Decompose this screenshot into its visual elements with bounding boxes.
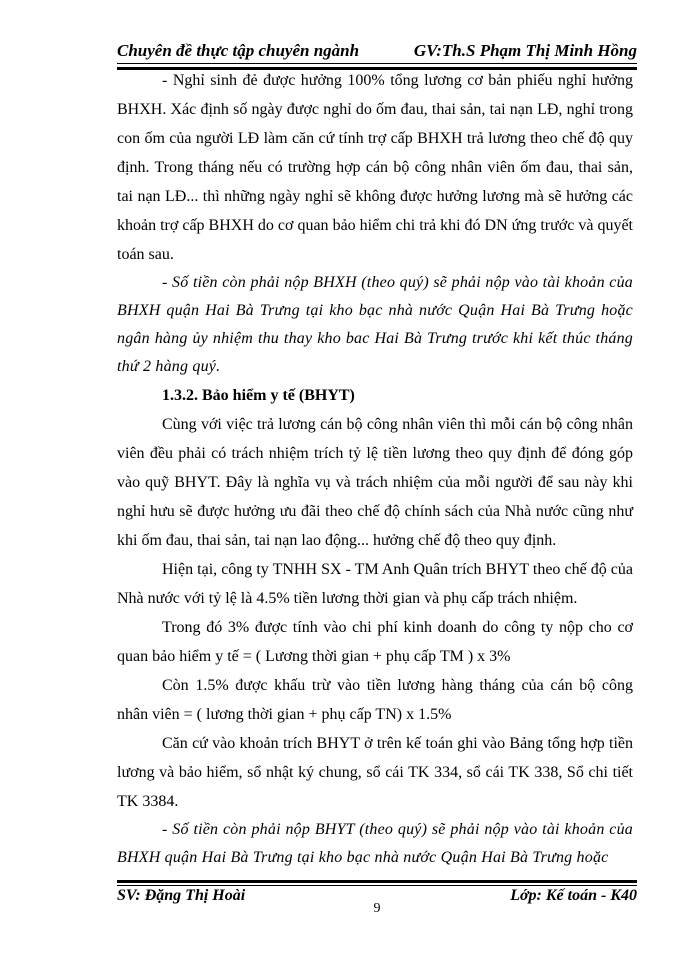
paragraph-accounting-records: Căn cứ vào khoản trích BHYT ở trên kế toán ghi vào Bảng tổng hợp tiền lương và bảo hiểm, sổ nhật ký chung, sổ cái TK 334, sổ cái TK 338, Sổ chi tiết TK 3384. xyxy=(117,735,633,810)
paragraph-bhyt-obligation: Cùng với việc trả lương cán bộ công nhân viên thì mỗi cán bộ công nhân viên đều phải có trách nhiệm trích tỷ lệ tiền lương theo quy định để đóng góp vào quỹ BHYT. Đây là nghĩa vụ và trách nhiệm của mỗi người để sau này khi nghỉ hưu sẽ được hưởng ưu đãi theo chế độ chính sách của Nhà nước cũng như khi ốm đau, thai sản, tai nạn lao động... hưởng chế độ theo quy định. xyxy=(117,416,633,549)
paragraph-bhyt-rate: Hiện tại, công ty TNHH SX - TM Anh Quân trích BHYT theo chế độ của Nhà nước với tỷ lệ là 4.5% tiền lương thời gian và phụ cấp trách nhiệm. xyxy=(117,561,633,607)
page-number: 9 xyxy=(373,901,381,916)
footer-student: SV: Đặng Thị Hoài xyxy=(117,887,246,904)
header-instructor: GV:Th.S Phạm Thị Minh Hồng xyxy=(413,41,637,60)
paragraph-company-share: Trong đó 3% được tính vào chi phí kinh doanh do công ty nộp cho cơ quan bảo hiểm y tế = ( Lương thời gian + phụ cấp TM ) x 3% xyxy=(117,619,633,665)
paragraph-employee-share: Còn 1.5% được khấu trừ vào tiền lương hàng tháng của cán bộ công nhân viên = ( lương thời gian + phụ cấp TN) x 1.5% xyxy=(117,677,633,723)
header-divider xyxy=(117,63,637,64)
document-body xyxy=(117,66,633,872)
header-subject: Chuyên đề thực tập chuyên ngành xyxy=(117,41,360,60)
page-header xyxy=(117,40,637,64)
paragraph-bhxh-payment: - Số tiền còn phải nộp BHXH (theo quý) sẽ phải nộp vào tài khoản của BHXH quận Hai Bà Trưng tại kho bạc nhà nước Quận Hai Bà Trưng hoặc ngân hàng ủy nhiệm thu thay kho bac Hai Bà Trưng trước khi kết thúc tháng thứ 2 hàng quý. xyxy=(117,274,633,375)
footer-divider-thick xyxy=(117,880,637,883)
page-footer xyxy=(117,880,637,920)
section-heading: 1.3.2. Bảo hiểm y tế (BHYT) xyxy=(162,387,355,404)
footer-divider xyxy=(117,885,637,886)
paragraph-bhyt-payment: - Số tiền còn phải nộp BHYT (theo quý) sẽ phải nộp vào tài khoản của BHXH quận Hai Bà Trưng tại kho bạc nhà nước Quận Hai Bà Trưng hoặc xyxy=(117,821,633,866)
footer-class: Lớp: Kế toán - K40 xyxy=(510,887,637,904)
paragraph-maternity-leave: - Nghỉ sinh đẻ được hưởng 100% tổng lương cơ bản phiếu nghỉ hưởng BHXH. Xác định số ngày được nghỉ do ốm đau, thai sản, tai nạn LĐ, nghỉ trong con ốm của người LĐ làm căn cứ tính trợ cấp BHXH trả lương theo chế độ quy định. Trong tháng nếu có trường hợp cán bộ công nhân viên ốm đau, thai sản, tai nạn LĐ... thì những ngày nghỉ sẽ không được hưởng lương mà sẽ hưởng các khoản trợ cấp BHXH do cơ quan bảo hiểm chi trả khi đó DN ứng trước và quyết toán sau. xyxy=(117,72,633,263)
